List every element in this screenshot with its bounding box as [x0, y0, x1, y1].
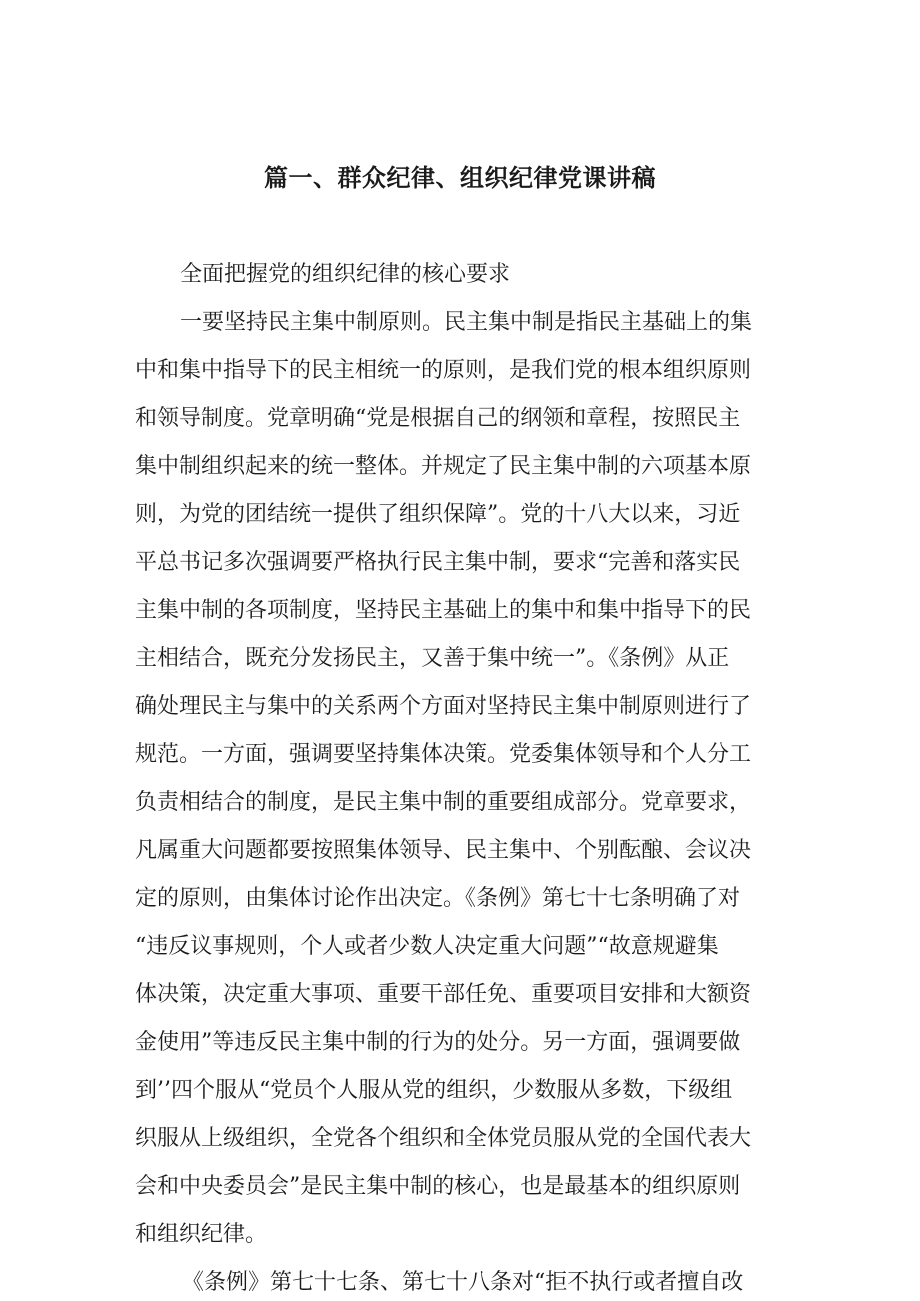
paragraph-line: 金使用”等违反民主集中制的行为的处分。另一方面，强调要做	[135, 1030, 741, 1055]
paragraph-line: 集中制组织起来的统一整体。并规定了民主集中制的六项基本原	[135, 454, 752, 479]
paragraph-line: 负责相结合的制度，是民主集中制的重要组成部分。党章要求，	[135, 790, 752, 815]
paragraph-line: 平总书记多次强调要严格执行民主集中制，要求“完善和落实民	[135, 550, 741, 575]
paragraph-line: 和组织纪律。	[135, 1222, 268, 1247]
paragraph-line: 到’’四个服从“党员个人服从党的组织，少数服从多数，下级组	[135, 1078, 733, 1103]
paragraph-line: 中和集中指导下的民主相统一的原则，是我们党的根本组织原则	[135, 358, 752, 383]
paragraph-line: 一要坚持民主集中制原则。民主集中制是指民主基础上的集	[180, 310, 753, 335]
paragraph-line: 会和中央委员会”是民主集中制的核心，也是最基本的组织原则	[135, 1174, 741, 1199]
paragraph-line: 规范。一方面，强调要坚持集体决策。党委集体领导和个人分工	[135, 742, 752, 767]
paragraph-line: 主集中制的各项制度，坚持民主基础上的集中和集中指导下的民	[135, 598, 752, 623]
paragraph-line: 定的原则，由集体讨论作出决定。《条例》第七十七条明确了对	[135, 886, 741, 911]
paragraph-line: 织服从上级组织，全党各个组织和全体党员服从党的全国代表大	[135, 1126, 752, 1151]
document-title: 篇一、群众纪律、组织纪律党课讲稿	[264, 164, 656, 192]
paragraph-line: 凡属重大问题都要按照集体领导、民主集中、个别酝酿、会议决	[135, 838, 752, 863]
paragraph-line: 和领导制度。党章明确“党是根据自己的纲领和章程，按照民主	[135, 406, 741, 431]
paragraph-line: “违反议事规则，个人或者少数人决定重大问题”“故意规避集	[135, 934, 719, 959]
paragraph-line: 则，为党的团结统一提供了组织保障”。党的十八大以来，习近	[135, 502, 741, 527]
paragraph-line: 体决策，决定重大事项、重要干部任免、重要项目安排和大额资	[135, 982, 752, 1007]
paragraph-line: 确处理民主与集中的关系两个方面对坚持民主集中制原则进行了	[135, 694, 752, 719]
section-subheading: 全面把握党的组织纪律的核心要求	[180, 262, 511, 287]
next-paragraph-line: 《条例》第七十七条、第七十八条对“拒不执行或者擅自改	[182, 1270, 744, 1295]
paragraph-line: 主相结合，既充分发扬民主，又善于集中统一”。《条例》从正	[135, 646, 730, 671]
